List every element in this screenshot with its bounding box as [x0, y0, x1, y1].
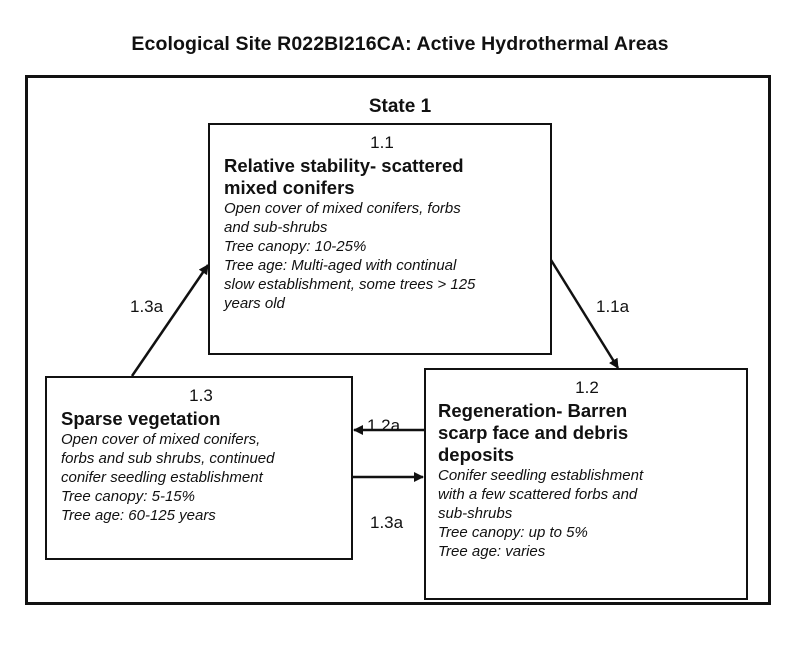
box-description-line: Tree age: 60-125 years: [61, 507, 216, 524]
box-description-line: Tree age: Multi-aged with continual: [224, 257, 457, 274]
box-heading: Regeneration- Barren: [438, 400, 628, 421]
box-description-line: Tree age: varies: [438, 543, 546, 560]
box-number: 1.1: [370, 133, 394, 152]
diagram-title: Ecological Site R022BI216CA: Active Hydrothermal Areas: [131, 33, 669, 55]
transition-label-1-1a: 1.1a: [596, 297, 630, 316]
state-box-1-3: [45, 376, 353, 560]
state-box-1-2: [424, 368, 748, 600]
box-heading: Relative stability- scattered: [224, 155, 464, 176]
transition-label-1-2a: 1.2a: [367, 416, 401, 435]
box-number: 1.3: [189, 386, 213, 405]
box-description-line: and sub-shrubs: [224, 219, 328, 236]
box-heading: mixed conifers: [224, 177, 355, 198]
transition-label-1-3a-lower: 1.3a: [370, 513, 404, 532]
box-description-line: Conifer seedling establishment: [438, 467, 644, 484]
box-description-line: Tree canopy: 10-25%: [224, 238, 367, 255]
box-description-line: forbs and sub shrubs, continued: [61, 450, 275, 467]
box-description-line: Tree canopy: 5-15%: [61, 488, 195, 505]
box-description-line: Tree canopy: up to 5%: [438, 524, 588, 541]
box-description-line: conifer seedling establishment: [61, 469, 263, 486]
state-label: State 1: [368, 96, 432, 117]
box-description-line: Open cover of mixed conifers,: [61, 431, 261, 448]
box-heading: Sparse vegetation: [61, 408, 221, 429]
box-number: 1.2: [575, 378, 599, 397]
transition-label-1-3a: 1.3a: [130, 297, 164, 316]
arrow-1-3-to-1-1: [132, 265, 208, 376]
box-description-line: slow establishment, some trees > 125: [224, 276, 476, 293]
box-heading: deposits: [438, 444, 515, 465]
box-description-line: sub-shrubs: [438, 505, 513, 522]
box-heading: scarp face and debris: [438, 422, 629, 443]
box-description-line: with a few scattered forbs and: [438, 486, 638, 503]
state-box-1-1: [208, 123, 552, 355]
box-description-line: years old: [224, 295, 285, 312]
box-description-line: Open cover of mixed conifers, forbs: [224, 200, 461, 217]
